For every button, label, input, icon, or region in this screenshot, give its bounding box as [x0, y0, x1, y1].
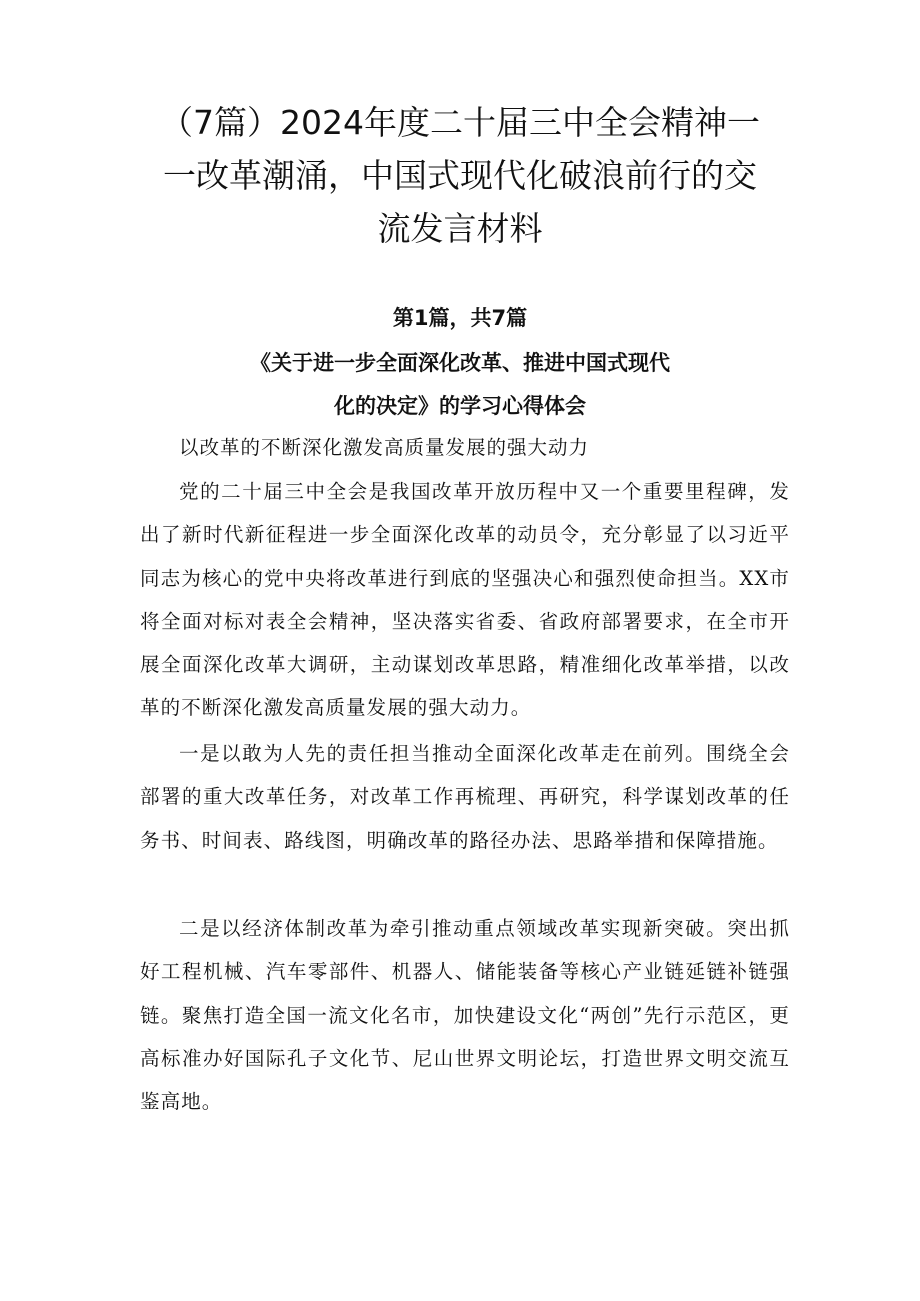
body-paragraph: 党的二十届三中全会是我国改革开放历程中又一个重要里程碑，发出了新时代新征程进一步全面深化改革的动员令，充分彰显了以习近平同志为核心的党中央将改革进行到底的坚强决心和强烈使命担当。XX市将全面对标对表全会精神，坚决落实省委、省政府部署要求，在全市开展全面深化改革大调研，主动谋划改革思路，精准细化改革举措，以改革的不断深化激发高质量发展的强大动力。 [140, 480, 790, 720]
part-label: 第1篇，共7篇 [392, 306, 528, 330]
document-title [120, 96, 800, 255]
title-line: 一改革潮涌，中国式现代化破浪前行的交 [163, 156, 757, 195]
body-paragraph: 一是以敢为人先的责任担当推动全面深化改革走在前列。围绕全会部署的重大改革任务，对改革工作再梳理、再研究，科学谋划改革的任务书、时间表、路线图，明确改革的路径办法、思路举措和保障措施。 [140, 742, 790, 852]
body-paragraph: 二是以经济体制改革为牵引推动重点领域改革实现新突破。突出抓好工程机械、汽车零部件、机器人、储能装备等核心产业链延链补链强链。聚焦打造全国一流文化名市，加快建设文化“两创”先行示范区，更高标准办好国际孔子文化节、尼山世界文明论坛，打造世界文明交流互鉴高地。 [140, 917, 790, 1114]
title-line: 流发言材料 [377, 209, 543, 248]
section-title-line: 《关于进一步全面深化改革、推进中国式现代 [250, 351, 670, 375]
lead-line: 以改革的不断深化激发高质量发展的强大动力 [179, 436, 590, 459]
section-title-line: 化的决定》的学习心得体会 [334, 394, 586, 418]
title-line: （7篇）2024年度二十届三中全会精神一 [160, 103, 760, 142]
section-title [120, 342, 800, 428]
